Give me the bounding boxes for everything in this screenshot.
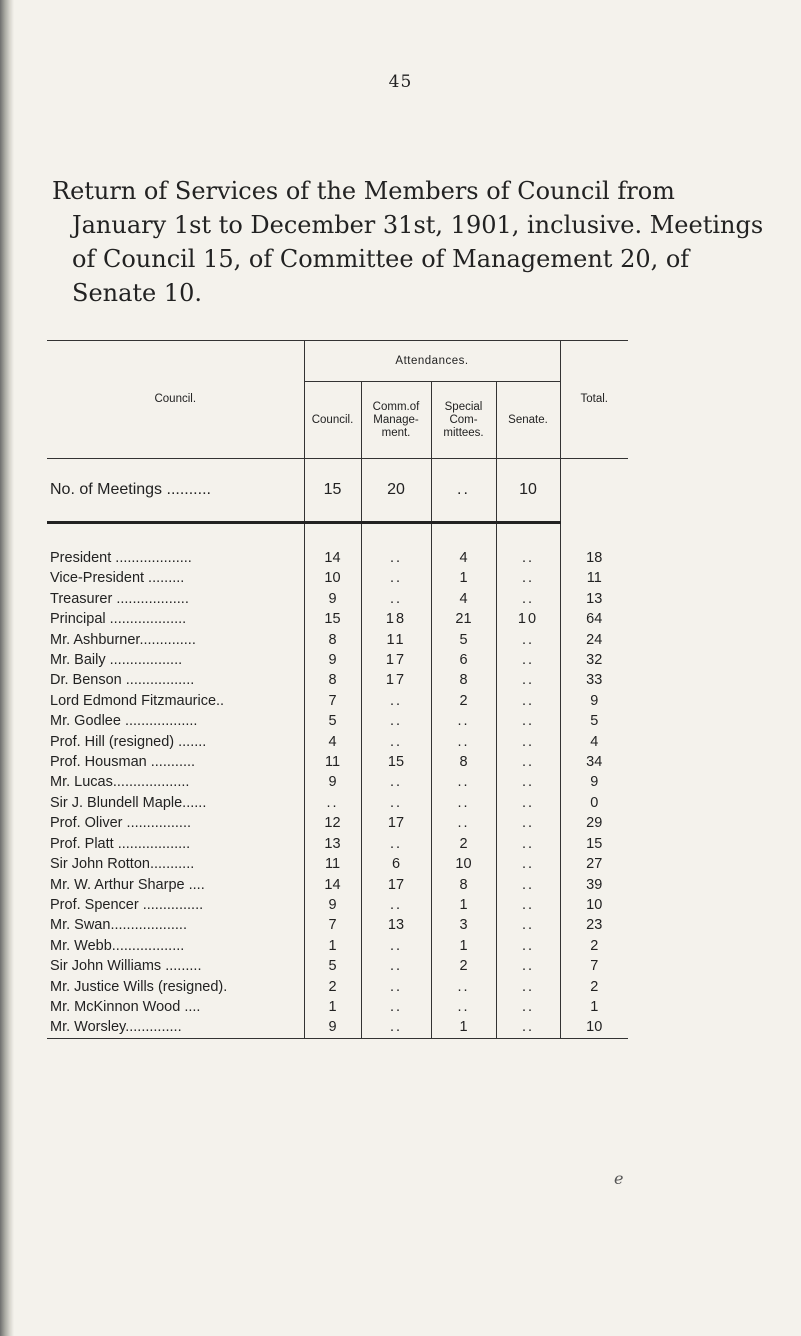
- cell-senate: ..: [521, 590, 535, 607]
- table-row: [47, 589, 628, 609]
- cell-council: 4: [304, 732, 361, 752]
- table-row: [47, 711, 628, 731]
- cell-council: 8: [304, 630, 361, 650]
- cell-council: 1: [304, 936, 361, 956]
- member-name: Prof. Spencer ...............: [47, 895, 304, 915]
- cell-council: 11: [304, 752, 361, 772]
- subheader-comm-management: [361, 382, 431, 459]
- cell-council: 10: [304, 568, 361, 588]
- meetings-senate: 10: [496, 459, 560, 523]
- member-name: Vice-President .........: [47, 568, 304, 588]
- member-name: Prof. Housman ...........: [47, 752, 304, 772]
- meetings-total: [560, 459, 628, 523]
- member-name: Mr. McKinnon Wood ....: [47, 997, 304, 1017]
- header-total: Total.: [560, 341, 628, 459]
- cell-council: 2: [304, 977, 361, 997]
- member-name: Sir John Williams .........: [47, 956, 304, 976]
- cell-council: 14: [304, 548, 361, 568]
- cell-total: 5: [560, 711, 628, 731]
- heading-text: Return of Services of the Members of Council from January 1st to December 31st, 1901, inclusive. Meetings of Council 15, of Committee of Management 20, of Senate 10.: [52, 177, 764, 307]
- cell-comm: 17: [361, 875, 431, 895]
- cell-council: 7: [304, 691, 361, 711]
- cell-comm: 15: [361, 752, 431, 772]
- table-row: [47, 1017, 628, 1038]
- member-name: Sir J. Blundell Maple......: [47, 793, 304, 813]
- cell-council: 15: [304, 609, 361, 629]
- cell-special: ..: [431, 997, 496, 1017]
- cell-senate: ..: [521, 672, 535, 689]
- meetings-row: [47, 459, 628, 523]
- cell-council: 9: [304, 589, 361, 609]
- header-council: Council.: [47, 341, 304, 459]
- table-row: [47, 772, 628, 792]
- cell-special: ..: [431, 711, 496, 731]
- member-name: Treasurer ..................: [47, 589, 304, 609]
- cell-total: 11: [560, 568, 628, 588]
- cell-senate: ..: [521, 998, 535, 1015]
- cell-special: 2: [431, 691, 496, 711]
- member-name: Prof. Oliver ................: [47, 813, 304, 833]
- cell-comm: 18: [361, 609, 431, 629]
- member-name: Lord Edmond Fitzmaurice..: [47, 691, 304, 711]
- cell-special: 1: [431, 1017, 496, 1038]
- cell-comm: ..: [361, 568, 431, 588]
- member-name: Prof. Platt ..................: [47, 834, 304, 854]
- cell-senate: ..: [521, 856, 535, 873]
- cell-special: 2: [431, 834, 496, 854]
- subheader-special-committees: [431, 382, 496, 459]
- cell-council: 9: [304, 772, 361, 792]
- cell-comm: ..: [361, 1017, 431, 1038]
- cell-special: ..: [431, 732, 496, 752]
- cell-comm: ..: [361, 977, 431, 997]
- cell-senate: ..: [521, 815, 535, 832]
- member-name: Mr. Godlee ..................: [47, 711, 304, 731]
- cell-senate: ..: [521, 692, 535, 709]
- cell-comm: ..: [361, 691, 431, 711]
- cell-council: 9: [304, 650, 361, 670]
- member-name: President ...................: [47, 548, 304, 568]
- cell-total: 1: [560, 997, 628, 1017]
- member-name: Mr. Lucas...................: [47, 772, 304, 792]
- cell-senate: ..: [521, 958, 535, 975]
- cell-council: 5: [304, 711, 361, 731]
- cell-comm: ..: [361, 997, 431, 1017]
- meetings-comm: 20: [361, 459, 431, 523]
- cell-senate: ..: [521, 774, 535, 791]
- cell-senate: ..: [521, 713, 535, 730]
- book-binding-edge: [0, 0, 14, 1336]
- cell-senate: ..: [521, 631, 535, 648]
- printer-mark: e: [614, 1169, 624, 1188]
- cell-total: 32: [560, 650, 628, 670]
- cell-total: 10: [560, 895, 628, 915]
- cell-total: 18: [560, 548, 628, 568]
- page-number: 45: [388, 72, 413, 92]
- page-heading: [52, 174, 772, 310]
- cell-senate: ..: [521, 937, 535, 954]
- cell-council: 9: [304, 895, 361, 915]
- cell-comm: ..: [361, 548, 431, 568]
- table-row: [47, 895, 628, 915]
- table-row: [47, 630, 628, 650]
- cell-special: 8: [431, 752, 496, 772]
- subheader-senate: Senate.: [496, 382, 560, 459]
- table-row: [47, 568, 628, 588]
- cell-senate: ..: [521, 570, 535, 587]
- table-row: [47, 875, 628, 895]
- subheader-comm-line2: Manage-: [373, 413, 419, 426]
- member-name: Mr. Swan...................: [47, 915, 304, 935]
- table-row: [47, 997, 628, 1017]
- subheader-special-line3: mittees.: [443, 426, 484, 439]
- subheader-special-line2: Com-: [449, 413, 478, 426]
- cell-total: 29: [560, 813, 628, 833]
- cell-comm: ..: [361, 589, 431, 609]
- cell-council: 7: [304, 915, 361, 935]
- cell-comm: 17: [361, 670, 431, 690]
- cell-total: 4: [560, 732, 628, 752]
- cell-comm: 17: [361, 813, 431, 833]
- header-attendances: Attendances.: [304, 341, 560, 382]
- cell-total: 9: [560, 691, 628, 711]
- table-row: [47, 670, 628, 690]
- cell-special: 10: [431, 854, 496, 874]
- cell-council: 1: [304, 997, 361, 1017]
- table-row: [47, 956, 628, 976]
- cell-senate: ..: [496, 1017, 560, 1038]
- cell-total: 27: [560, 854, 628, 874]
- cell-senate: ..: [521, 835, 535, 852]
- cell-council: 14: [304, 875, 361, 895]
- cell-special: ..: [431, 793, 496, 813]
- table-row: [47, 936, 628, 956]
- cell-special: 4: [431, 548, 496, 568]
- member-name: Principal ...................: [47, 609, 304, 629]
- cell-senate: 10: [517, 611, 539, 628]
- cell-comm: ..: [361, 772, 431, 792]
- cell-special: 1: [431, 936, 496, 956]
- member-name: Prof. Hill (resigned) .......: [47, 732, 304, 752]
- cell-special: 6: [431, 650, 496, 670]
- cell-total: 33: [560, 670, 628, 690]
- cell-comm: ..: [361, 793, 431, 813]
- cell-total: 23: [560, 915, 628, 935]
- table-row: [47, 854, 628, 874]
- attendance-table: [47, 340, 628, 1039]
- cell-total: 13: [560, 589, 628, 609]
- table-row: [47, 834, 628, 854]
- cell-council: 9: [304, 1017, 361, 1038]
- cell-council: 8: [304, 670, 361, 690]
- cell-total: 7: [560, 956, 628, 976]
- cell-senate: ..: [521, 978, 535, 995]
- cell-senate: ..: [521, 794, 535, 811]
- cell-special: 8: [431, 875, 496, 895]
- meetings-label: No. of Meetings ..........: [47, 459, 304, 523]
- cell-special: 21: [431, 609, 496, 629]
- cell-comm: ..: [361, 936, 431, 956]
- table-row: [47, 691, 628, 711]
- cell-total: 10: [560, 1017, 628, 1038]
- cell-special: ..: [431, 813, 496, 833]
- cell-total: 64: [560, 609, 628, 629]
- cell-total: 15: [560, 834, 628, 854]
- meetings-special: ..: [431, 459, 496, 523]
- cell-special: ..: [431, 977, 496, 997]
- subheader-special-line1: Special: [444, 400, 483, 413]
- cell-council: 13: [304, 834, 361, 854]
- member-name: Mr. Worsley..............: [47, 1017, 304, 1038]
- cell-comm: ..: [361, 711, 431, 731]
- cell-special: 2: [431, 956, 496, 976]
- cell-comm: ..: [361, 732, 431, 752]
- member-name: Sir John Rotton...........: [47, 854, 304, 874]
- table-row: [47, 813, 628, 833]
- cell-special: 8: [431, 670, 496, 690]
- cell-comm: ..: [361, 956, 431, 976]
- cell-senate: ..: [521, 876, 535, 893]
- table-row: [47, 915, 628, 935]
- cell-total: 0: [560, 793, 628, 813]
- cell-council: 11: [304, 854, 361, 874]
- member-name: Mr. Justice Wills (resigned).: [47, 977, 304, 997]
- table-row: [47, 650, 628, 670]
- subheader-comm-line3: ment.: [381, 426, 411, 439]
- cell-special: 5: [431, 630, 496, 650]
- meetings-council: 15: [304, 459, 361, 523]
- subheader-comm-line1: Comm.of: [372, 400, 420, 413]
- member-name: Mr. W. Arthur Sharpe ....: [47, 875, 304, 895]
- cell-senate: ..: [521, 917, 535, 934]
- member-name: Dr. Benson .................: [47, 670, 304, 690]
- member-name: Mr. Baily ..................: [47, 650, 304, 670]
- table-row: [47, 609, 628, 629]
- cell-senate: ..: [521, 550, 535, 566]
- cell-special: ..: [431, 772, 496, 792]
- member-name: Mr. Ashburner..............: [47, 630, 304, 650]
- cell-total: 9: [560, 772, 628, 792]
- cell-total: 2: [560, 977, 628, 997]
- cell-senate: ..: [521, 896, 535, 913]
- cell-special: 3: [431, 915, 496, 935]
- cell-comm: ..: [361, 895, 431, 915]
- cell-special: 1: [431, 568, 496, 588]
- cell-total: 34: [560, 752, 628, 772]
- table-row: [47, 977, 628, 997]
- cell-special: 4: [431, 589, 496, 609]
- table-row: [47, 752, 628, 772]
- table-row: [47, 793, 628, 813]
- table-row: [47, 732, 628, 752]
- cell-comm: 6: [361, 854, 431, 874]
- cell-comm: ..: [361, 834, 431, 854]
- cell-special: 1: [431, 895, 496, 915]
- cell-comm: 17: [361, 650, 431, 670]
- cell-senate: ..: [521, 754, 535, 771]
- cell-council: 12: [304, 813, 361, 833]
- cell-comm: 11: [361, 630, 431, 650]
- cell-total: 2: [560, 936, 628, 956]
- cell-comm: 13: [361, 915, 431, 935]
- subheader-council: Council.: [304, 382, 361, 459]
- table-row: [47, 548, 628, 568]
- member-name: Mr. Webb..................: [47, 936, 304, 956]
- cell-council: 5: [304, 956, 361, 976]
- cell-total: 24: [560, 630, 628, 650]
- cell-senate: ..: [521, 652, 535, 669]
- cell-senate: ..: [521, 733, 535, 750]
- cell-total: 39: [560, 875, 628, 895]
- cell-council: ..: [304, 793, 361, 813]
